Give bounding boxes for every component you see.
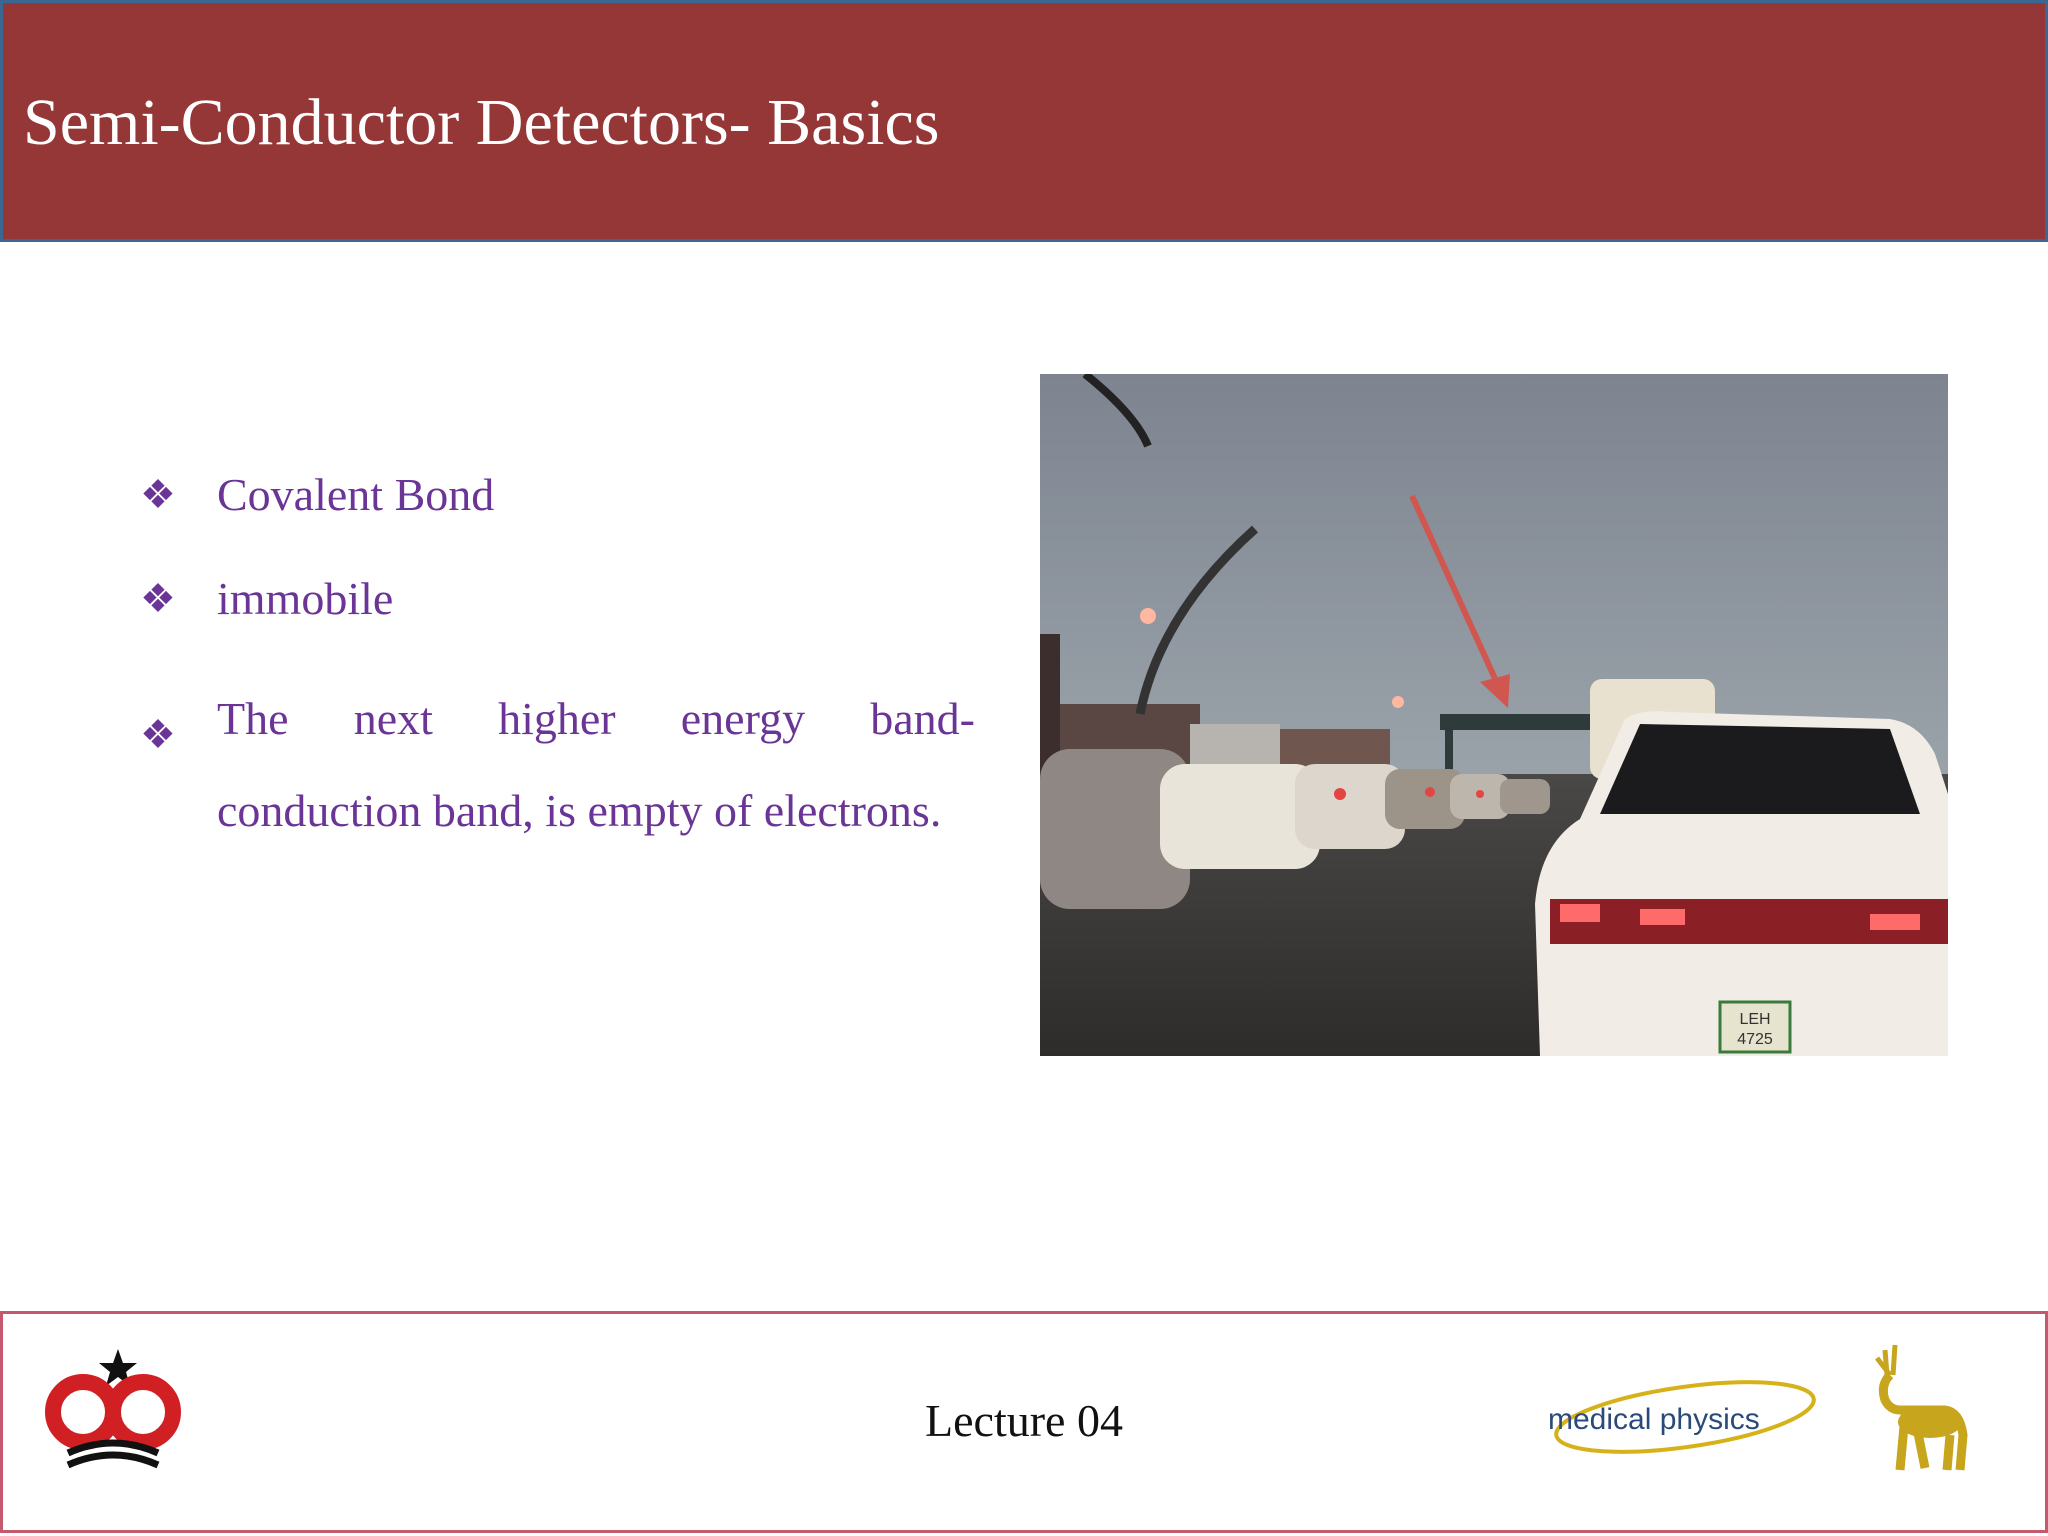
four-diamond-bullet-icon: ❖ (140, 576, 176, 621)
stag-crest-logo (1855, 1340, 1975, 1485)
bullet-item (140, 465, 975, 525)
bullet-item (140, 569, 975, 629)
plate-line-2: 4725 (1737, 1031, 1773, 1048)
bullet-list (140, 465, 975, 857)
traffic-queue-photo (1040, 374, 1948, 1056)
four-diamond-bullet-icon: ❖ (140, 712, 176, 757)
slide-title: Semi-Conductor Detectors- Basics (23, 86, 940, 159)
medical-physics-logo (1540, 1365, 1830, 1480)
bullet-item (140, 673, 975, 857)
bullet-text: The next higher energy band- conduction band, is empty of electrons. (217, 693, 975, 836)
medical-physics-wordmark: medical physics (1548, 1403, 1760, 1436)
bullet-text: Covalent Bond (217, 469, 495, 520)
four-diamond-bullet-icon: ❖ (140, 472, 176, 517)
plate-line-1: LEH (1739, 1011, 1771, 1028)
bullet-text: immobile (217, 573, 394, 624)
lecture-label: Lecture 04 (925, 1395, 1123, 1446)
slide-header (0, 0, 2048, 242)
